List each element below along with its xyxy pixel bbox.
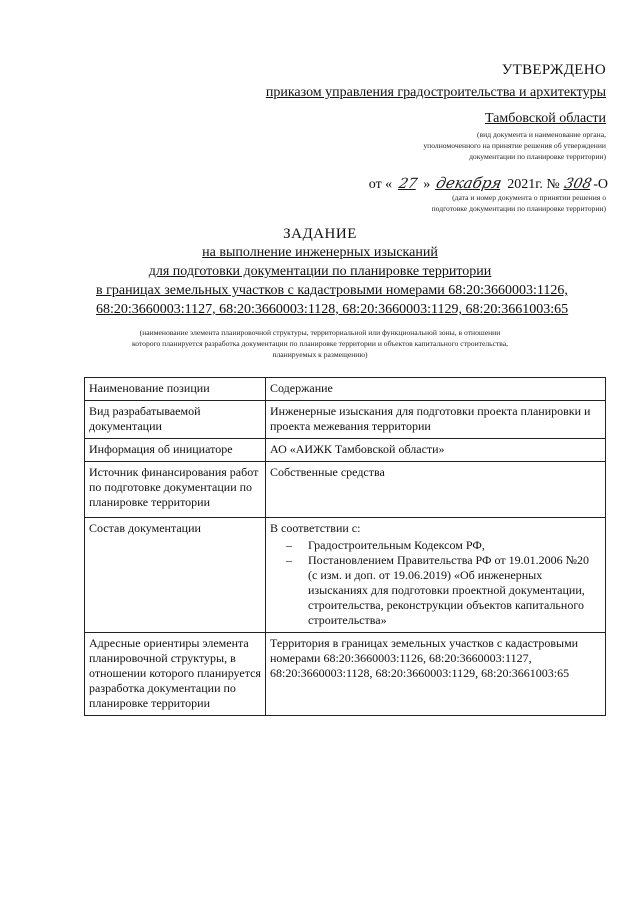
task-title-line: 68:20:3660003:1127, 68:20:3660003:1128, 68:20:3660003:1129, 68:20:3661003:65 (96, 302, 569, 317)
title-caption-line: (наименование элемента планировочной структуры, территориальной или функциональной зоны, в отношении (139, 328, 501, 337)
approved-stamp-text: УТВЕРЖДЕНО (501, 62, 606, 78)
list-item: – Градостроительным Кодексом РФ, (270, 538, 601, 553)
approval-note-line: документации по планировке территории) (469, 152, 606, 161)
table-row (85, 518, 606, 633)
table-content-cell: Собственные средства (266, 462, 606, 518)
task-title-block (0, 226, 640, 360)
approval-note-line: (вид документа и наименование органа, (477, 130, 606, 139)
table-label-cell: Адресные ориентиры элемента планировочной структуры, в отношении которого планируется разработка документации по планировке территории (85, 633, 266, 716)
task-title-line: на выполнение инженерных изысканий (202, 245, 438, 260)
title-caption-line: которого планируется разработка документации по планировке территории и объектов капитального строительства, (131, 339, 509, 348)
composition-list (270, 538, 601, 628)
task-title-line: для подготовки документации по планировке территории (148, 264, 492, 279)
table-row (85, 633, 606, 716)
title-caption (0, 327, 640, 360)
table-header-cell: Наименование позиции (85, 378, 266, 401)
approval-region-line: Тамбовской области (484, 111, 606, 126)
table-content-cell: Инженерные изыскания для подготовки проекта планировки и проекта межевания территории (266, 401, 606, 439)
approval-block (216, 62, 606, 162)
table-header-row (85, 378, 606, 401)
title-caption-line: планируемых к размещению) (272, 350, 368, 359)
order-note-line: (дата и номер документа о принятии решения о (452, 193, 606, 202)
table-label-cell: Состав документации (85, 518, 266, 633)
order-day-handwritten: 27 (397, 176, 419, 192)
table-row (85, 439, 606, 462)
table-header-cell: Содержание (266, 378, 606, 401)
list-item: – Постановлением Правительства РФ от 19.01.2006 №20 (с изм. и доп. от 19.06.2019) «Об инженерных изысканиях для подготовки проектной документации, строительства, реконструкции объектов капитального строительства» (270, 553, 601, 628)
approval-authority-line: приказом управления градостроительства и архитектуры (265, 85, 606, 100)
task-title-line: в границах земельных участков с кадастровыми номерами 68:20:3660003:1126, (96, 283, 568, 298)
order-year: 2021г. № (507, 177, 560, 192)
order-prefix: от « (368, 177, 393, 192)
table-label-cell: Источник финансирования работ по подготовке документации по планировке территории (85, 462, 266, 518)
order-quote-close: » (423, 177, 431, 192)
table-label-cell: Информация об инициаторе (85, 439, 266, 462)
order-month-handwritten: декабря (434, 174, 504, 192)
order-note-line: подготовке документации по планировке территории) (431, 204, 606, 213)
table-row (85, 401, 606, 439)
order-number-handwritten: 308 (563, 176, 594, 192)
approval-note-line: уполномоченного на принятие решения об утверждении (423, 141, 606, 150)
table-content-cell: АО «АИЖК Тамбовской области» (266, 439, 606, 462)
composition-intro: В соответствии с: (270, 521, 361, 535)
table-content-cell (266, 518, 606, 633)
task-table (84, 377, 606, 716)
order-note (346, 192, 606, 214)
task-heading: ЗАДАНИЕ (283, 226, 357, 242)
approval-note (216, 129, 606, 162)
table-row (85, 462, 606, 518)
table-content-cell: Территория в границах земельных участков с кадастровыми номерами 68:20:3660003:1126, 68:20:3660003:1127, 68:20:3660003:1128, 68:20:3660003:1129, 68:20:3661003:65 (266, 633, 606, 716)
table-label-cell: Вид разрабатываемой документации (85, 401, 266, 439)
order-line (308, 174, 608, 193)
order-suffix: -О (593, 177, 608, 192)
